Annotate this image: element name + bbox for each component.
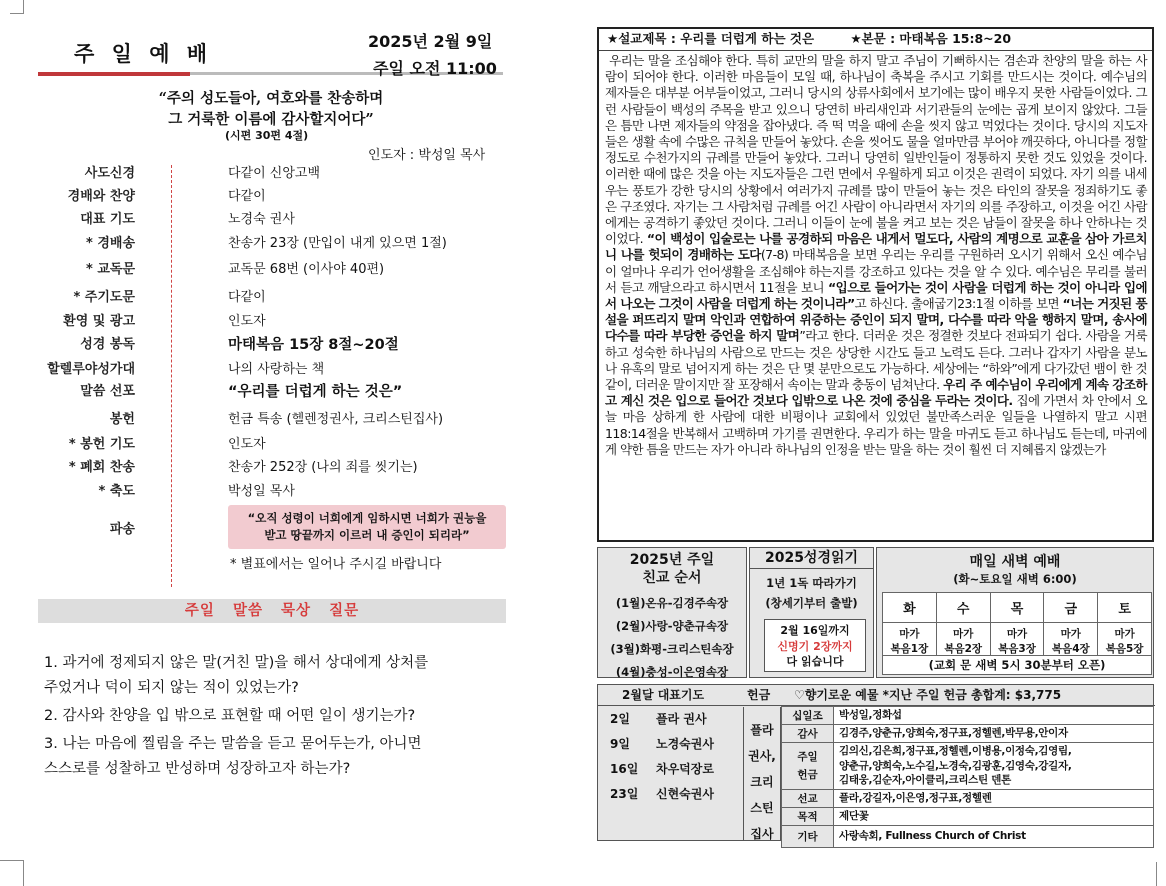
singer-line: 크리 xyxy=(750,775,774,789)
offering-type: 선교 xyxy=(782,790,834,808)
reading-book: 마가 xyxy=(1006,627,1028,640)
offering-names: 플라,강길자,이은영,정구표,정헬렌 xyxy=(834,790,1154,808)
prayer-name: 차우덕장로 xyxy=(656,762,714,776)
order-value: “우리를 더럽게 하는 것은” xyxy=(228,384,403,400)
order-value: 교독문 68번 (이사야 40편) xyxy=(228,262,385,277)
order-label: 파송 xyxy=(109,522,135,537)
verse-line-2: 그 거룩한 이름에 감사할지어다” xyxy=(168,111,374,128)
prayer-list xyxy=(606,707,741,807)
order-label: 대표 기도 xyxy=(80,212,135,227)
fellowship-list xyxy=(598,592,746,684)
order-label: 봉헌 xyxy=(109,412,135,427)
order-value: 다같이 xyxy=(228,189,266,204)
fellowship-item: (4월)충성-이은영속장 xyxy=(615,665,729,679)
order-row xyxy=(40,333,520,355)
reading-chapter: 복음5장 xyxy=(1105,642,1144,655)
prayer-week: 16일 xyxy=(610,762,639,776)
order-value: 찬송가 252장 (나의 죄를 씻기는) xyxy=(228,460,418,475)
order-row xyxy=(40,208,520,230)
sermon-paragraph: (7-8) 마태복음을 보면 우리는 우리를 구원하러 오시기 위해서 오신 예수님이 얼마나 우리가 언어생활을 조심해야 하는지를 강조하고 있다는 것을 알 수 있다. 예수님은 무리를 불러서 듣고 깨달으라고 하시면서 11절을 보니 xyxy=(605,247,1148,295)
verse-line-1: “주의 성도들아, 여호와를 찬송하며 xyxy=(158,90,384,107)
order-row xyxy=(40,456,520,478)
prayer-name: 플라 권사 xyxy=(656,712,707,726)
fellowship-title xyxy=(598,551,746,587)
sermon-emphasis: “너는 거짓된 풍설을 퍼뜨리지 말며 악인과 연합하여 위증하는 증인이 되지 말며, 다수를 따라 악을 행하지 말며, 송사에 다수를 따라 부당한 증언을 하지 말며 xyxy=(605,296,1148,344)
fellowship-title-line-1: 2025년 주일 xyxy=(629,552,715,568)
question-line: 1. 과거에 정제되지 않은 말(거친 말)을 해서 상대에게 상처를 xyxy=(44,655,429,671)
order-row xyxy=(40,258,520,280)
weekday: 화 xyxy=(883,593,937,623)
reading-book: 마가 xyxy=(1060,627,1081,640)
fellowship-item: (3월)화평-크리스틴속장 xyxy=(610,642,734,656)
bible-reading-sub-line-1: 1년 1독 따라가기 xyxy=(766,576,857,590)
order-label: 사도신경 xyxy=(84,166,135,181)
reading-chapter: 복음1장 xyxy=(890,642,929,655)
offering-names: 사랑속회, Fullness Church of Christ xyxy=(834,826,1154,848)
fellowship-item: (1월)온유-김경주속장 xyxy=(615,596,729,610)
order-value: 인도자 xyxy=(228,314,266,329)
fellowship-order-box xyxy=(597,547,747,678)
prayer-name: 신현숙권사 xyxy=(656,787,714,801)
offering-names: 박성일,정화섭 xyxy=(834,707,1154,725)
order-label: 성경 봉독 xyxy=(80,337,135,352)
offering-type: 주일 헌금 xyxy=(782,743,834,790)
title-divider-accent xyxy=(38,72,190,76)
offering-names: 제단꽃 xyxy=(834,808,1154,826)
offering-names: 김의신,김은희,정구표,정헬렌,이병용,이정숙,김영림, 양춘규,양희숙,노수길,노경숙,김광훈,김영숙,강길자, 김태웅,김순자,아이클리,크리스틴 덴톤 xyxy=(834,743,1154,790)
dawn-worship-table xyxy=(882,592,1152,661)
order-value: 헌금 특송 (헬렌정권사, 크리스틴집사) xyxy=(228,412,444,427)
prayer-row xyxy=(606,782,741,807)
prayer-row xyxy=(606,732,741,757)
offering-total: ♡향기로운 예물 *지난 주일 헌금 총합계: $3,775 xyxy=(794,688,1062,702)
prayer-row xyxy=(606,757,741,782)
order-label: * 폐회 찬송 xyxy=(68,460,135,475)
order-row xyxy=(40,162,520,184)
offering-type: 기타 xyxy=(782,826,834,848)
reading-chapter: 복음3장 xyxy=(998,642,1036,655)
order-row xyxy=(40,408,520,430)
sermon-emphasis: 우리 주 예수님이 우리에게 계속 강조하고 계신 것은 입으로 들어간 것보다 입밖으로 나온 것에 중심을 두라는 것이다. xyxy=(605,377,1147,409)
order-label: 환영 및 광고 xyxy=(63,314,135,329)
order-label: * 경배송 xyxy=(86,236,135,251)
bible-reading-title: 2025성경읽기 xyxy=(750,548,873,569)
fellowship-title-line-2: 친교 순서 xyxy=(642,570,702,586)
order-row xyxy=(40,232,520,254)
reading-book: 마가 xyxy=(1114,627,1135,640)
sending-verse-line-2: 받고 땅끝까지 이르러 내 증인이 되리라” xyxy=(264,528,470,542)
question-line: 주었거나 덕이 되지 않는 적이 있었는가? xyxy=(44,680,299,696)
notice-line-3: 다 읽습니다 xyxy=(786,655,844,668)
sermon-box xyxy=(597,27,1154,542)
singer-line: 플라 xyxy=(750,723,774,737)
weekday: 목 xyxy=(990,593,1044,623)
dawn-worship-box xyxy=(876,547,1154,678)
order-label: * 교독문 xyxy=(86,262,135,277)
sermon-paragraph: 고 하신다. 출애굽기23:1절 이하를 보면 xyxy=(854,296,1060,312)
worship-leader: 인도자 : 박성일 목사 xyxy=(368,148,486,163)
bible-reading-notice xyxy=(764,619,866,672)
order-row xyxy=(40,185,520,207)
weekday: 수 xyxy=(936,593,990,623)
order-label: 할렐루야성가대 xyxy=(47,362,135,377)
order-row xyxy=(40,433,520,455)
sermon-paragraph: 집에 가면서 차 안에서 오늘 마음 상하게 한 사람에 대한 비평이나 교회에서 있었던 불만족스러운 일들을 나열하지 말고 시편 118:14절을 반복해서 고백하며 가기를 권면한다. 우리가 하는 말을 마귀도 듣고 하나님도 듣는데, 마귀에게 약한 틈을 만드는 자가 아니라 하나님의 인정을 받는 말을 하는 것이 훨씬 더 지혜롭지 않겠는가 xyxy=(605,393,1147,457)
offering-special-singers xyxy=(743,707,781,841)
order-row xyxy=(40,380,520,402)
question-line: 스스로를 성찰하고 반성하며 성장하고자 하는가? xyxy=(44,761,351,777)
prayer-offering-header xyxy=(598,685,1155,706)
call-to-worship-verse xyxy=(130,88,412,130)
sermon-text xyxy=(599,51,1152,458)
order-value: 찬송가 23장 (만입이 내게 있으면 1절) xyxy=(228,236,447,251)
order-value: 마태복음 15장 8절~20절 xyxy=(228,337,399,353)
worship-order-page xyxy=(0,0,560,886)
stand-note: * 별표에서는 일어나 주시길 바랍니다 xyxy=(230,557,442,572)
sending-verse-line-1: “오직 성령이 너희에게 임하시면 너희가 권능을 xyxy=(247,511,487,525)
offering-type: 십일조 xyxy=(782,707,834,725)
order-row xyxy=(40,286,520,308)
weekday: 토 xyxy=(1098,593,1152,623)
sending-verse xyxy=(228,505,506,549)
offering-table xyxy=(781,706,1154,848)
service-time: 주일 오전 11:00 xyxy=(373,59,497,78)
order-row xyxy=(40,358,520,380)
dawn-worship-subtitle: (화~토요일 새벽 6:00) xyxy=(953,572,1077,586)
reading-chapter: 복음4장 xyxy=(1051,642,1090,655)
notice-line-2: 신명기 2장까지 xyxy=(777,639,853,653)
offering-names: 김경주,양춘규,양희숙,정구표,정헬렌,박무용,안이자 xyxy=(834,725,1154,743)
order-label: * 축도 xyxy=(98,484,135,499)
sermon-title: ★설교제목 : 우리를 더럽게 하는 것은 xyxy=(607,31,815,46)
sermon-emphasis: “입으로 들어가는 것이 사람을 더럽게 하는 것이 아니라 입에서 나오는 그것이 사람을 더럽게 하는 것이니라” xyxy=(605,279,1147,312)
prayer-row xyxy=(606,707,741,732)
bible-reading-subtitle xyxy=(750,573,873,613)
meditation-questions xyxy=(44,651,514,782)
order-label: * 봉헌 기도 xyxy=(68,437,135,452)
singer-line: 스틴 xyxy=(750,801,774,815)
prayer-week: 9일 xyxy=(610,737,630,751)
sermon-paragraph: ”라고 한다. 더러운 것은 정결한 것보다 전파되기 쉽다. 사람을 거룩하고 성숙한 하나님의 사람으로 만드는 것은 상당한 시간도 들고 노력도 든다. 그러나 갑자기 사람을 분노나 유혹의 말로 넘어지게 하는 것은 단 몇 분만으로도 가능하다. 세상에는 “하와”에게 다가갔던 뱀이 한 것같이, 더러운 말이지만 잘 포장해서 속이는 말과 충동이 넘쳐난다. xyxy=(605,328,1147,393)
reading-chapter: 복음2장 xyxy=(944,642,983,655)
verse-reference: (시편 30편 4절) xyxy=(225,129,309,142)
question-line: 3. 나는 마음에 찔림을 주는 말씀을 듣고 묻어두는가, 아니면 xyxy=(44,736,422,752)
order-value: 박성일 목사 xyxy=(228,484,295,499)
bible-reading-box xyxy=(749,547,874,678)
prayer-week: 2일 xyxy=(610,712,630,726)
question-line: 2. 감사와 찬양을 입 밖으로 표현할 때 어떤 일이 생기는가? xyxy=(44,708,416,724)
prayer-header: 2월달 대표기도 xyxy=(622,688,705,702)
offering-header: 헌금 xyxy=(747,688,771,702)
service-date: 2025년 2월 9일 xyxy=(368,32,493,51)
fellowship-item: (2월)사랑-양춘규속장 xyxy=(615,619,729,633)
sermon-paragraph: 우리는 말을 조심해야 한다. 특히 교만의 말을 하지 말고 주님이 기뻐하시는 겸손과 찬양의 말을 하는 사람이 되어야 한다. 이러한 마음들이 모일 때, 하나님이 축복을 주시고 기회를 만드시는 것이다. 예수님의 제자들은 대부분 어부들이었고, 그러니 당시의 상류사회에서 보기에는 많이 배우지 못한 사람들이었다. 그런 사람들이 백성의 주목을 받고 있으니 당연히 바리새인과 서기관들의 눈에는 곱게 보이지 않았다. 그들은 틈만 나면 제자들의 약점을 잡아냈다. 즉 떡 먹을 때에 손을 씻지 않고 먹었다는 것이다. 당시의 지도자들은 생활 속에 수많은 규칙을 만들어 놓았다. 손을 씻어도 물을 얼마만큼 부어야 깨끗하다, 아니다를 정할 정도로 수천가지의 규례를 만들어 놓았다. 그러니 당연히 일반인들이 정통하지 못한 것도 있었을 것이다. 이러한 때에 많은 것을 아는 지도자들은 그런 면에서 우월하게 되고 이것은 권력이 되었다. 자기 의를 내세우는 풍토가 강한 당시의 상황에서 여러가지 규례를 많이 만들어 놓는 것은 타인의 잘못을 정죄하기도 좋은 구조였다. 자기는 그 사람처럼 규례를 어긴 사람이 아니라면서 자기의 의를 주장하고, 이것을 어긴 사람에게는 공격하기 좋았던 것이다. 그러니 이들이 눈에 불을 켜고 보는 것은 남들이 잘못을 하나 안하나는 것이었다. xyxy=(605,53,1147,247)
offering-type: 목적 xyxy=(782,808,834,826)
prayer-name: 노경숙권사 xyxy=(656,737,714,751)
order-label: * 주기도문 xyxy=(73,290,135,305)
singer-line: 권사, xyxy=(748,749,776,763)
dawn-worship-note: (교회 문 새벽 5시 30분부터 오픈) xyxy=(882,655,1152,675)
order-row xyxy=(40,480,520,502)
prayer-week: 23일 xyxy=(610,787,639,801)
sermon-header xyxy=(599,29,1152,51)
order-value: 인도자 xyxy=(228,437,266,452)
crop-mark-bottom-right xyxy=(1156,862,1166,886)
meditation-questions-title: 주일 말씀 묵상 질문 xyxy=(38,599,506,623)
bible-reading-sub-line-2: (창세기부터 출발) xyxy=(765,596,858,610)
reading-book: 마가 xyxy=(899,627,920,640)
order-value: 나의 사랑하는 책 xyxy=(228,362,325,377)
prayer-offering-box xyxy=(597,684,1154,841)
reading-book: 마가 xyxy=(953,627,974,640)
info-row xyxy=(597,547,1154,678)
offering-type: 감사 xyxy=(782,725,834,743)
order-value: 노경숙 권사 xyxy=(228,212,295,227)
order-label: 경배와 찬양 xyxy=(67,189,135,204)
notice-line-1: 2월 16일까지 xyxy=(780,624,850,637)
order-value: 다같이 xyxy=(228,290,266,305)
sermon-emphasis: “이 백성이 입술로는 나를 공경하되 마음은 내게서 멀도다, 사람의 계명으로 교훈을 삼아 가르치니 나를 헛되이 경배하는 도다 xyxy=(605,231,1147,263)
order-row xyxy=(40,310,520,332)
order-value: 다같이 신앙고백 xyxy=(228,166,321,181)
singer-line: 집사 xyxy=(750,827,774,841)
dawn-worship-title: 매일 새벽 예배 xyxy=(969,554,1061,570)
sermon-passage: ★본문 : 마태복음 15:8~20 xyxy=(850,31,1012,46)
page-title: 주 일 예 배 xyxy=(74,42,213,66)
order-label: 말씀 선포 xyxy=(80,384,135,399)
weekday: 금 xyxy=(1044,593,1098,623)
